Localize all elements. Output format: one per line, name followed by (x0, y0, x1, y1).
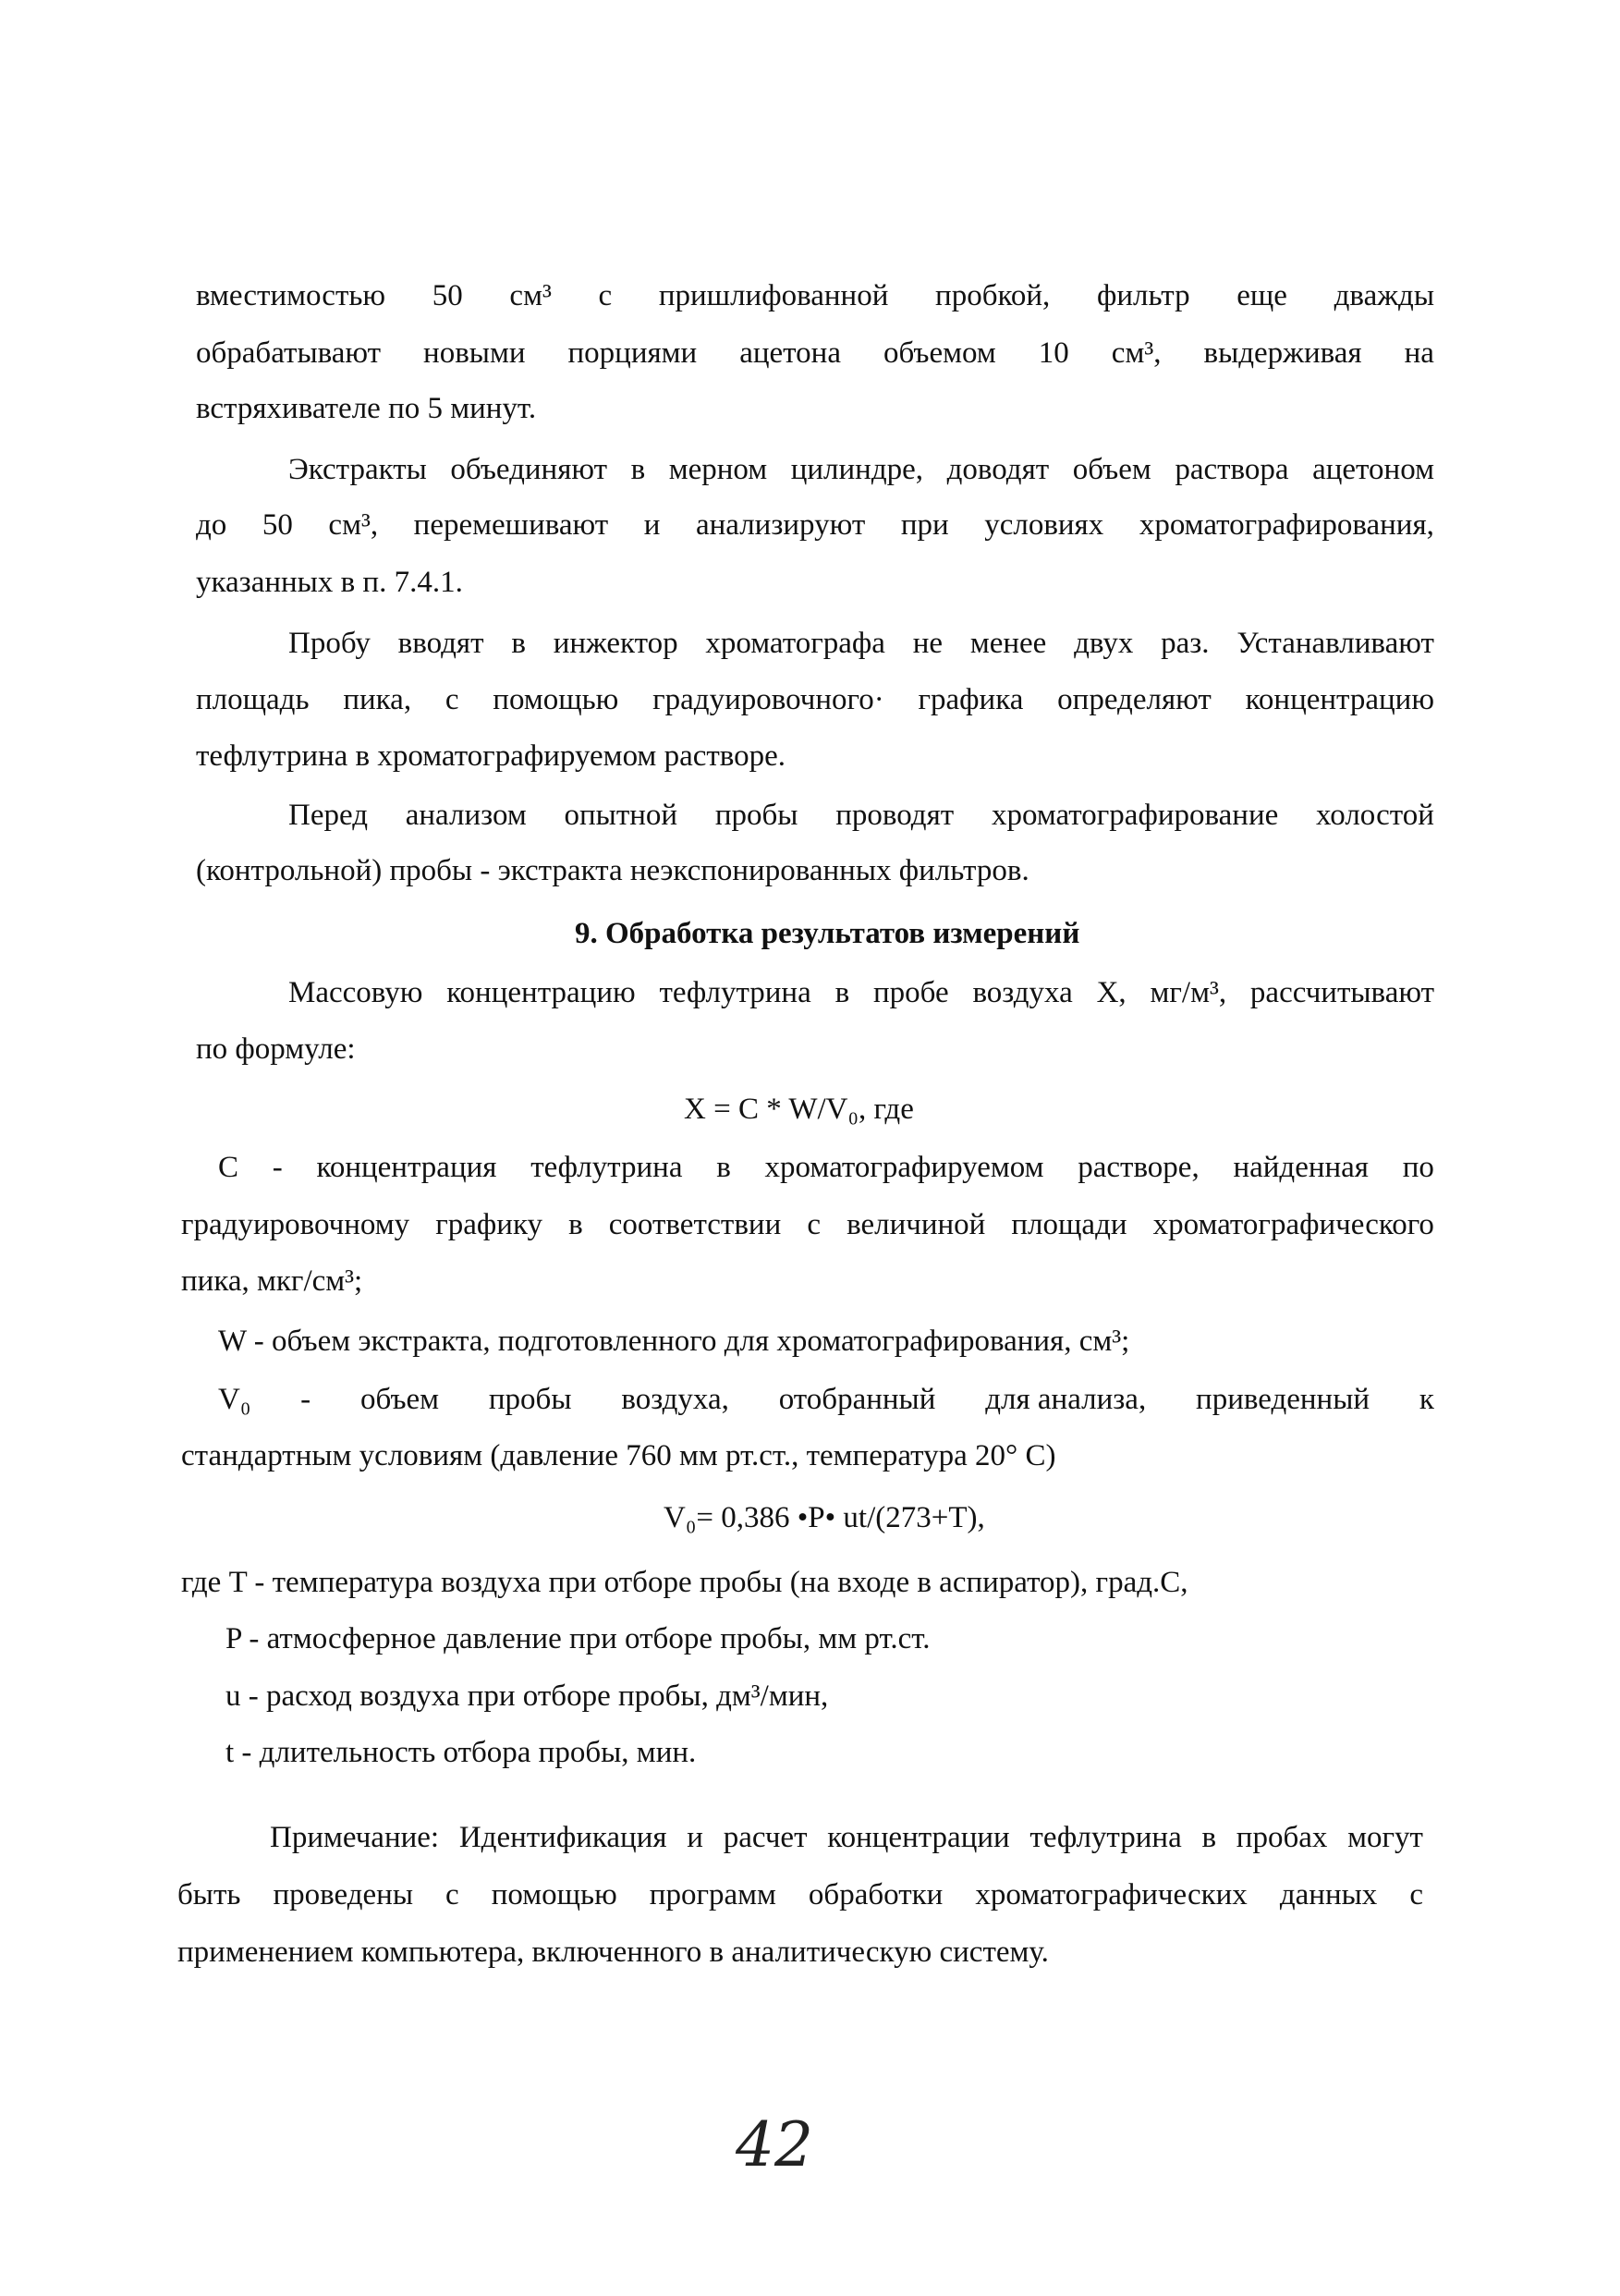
word: новыми (423, 336, 526, 370)
word: Пробу (288, 627, 371, 660)
word: хроматографа (705, 627, 885, 660)
word: графика (918, 683, 1024, 716)
word: графику (435, 1208, 543, 1241)
def-v0-line-2: стандартным условиям (давление 760 мм рт.ст., температура 20° С) (181, 1439, 1056, 1472)
word: тефлутрина (659, 976, 811, 1009)
word: 50 (432, 279, 463, 312)
word: до (196, 508, 227, 542)
word: найденная (1233, 1151, 1369, 1184)
def-w: W - объем экстракта, подготовленного для хроматографирования, см³; (218, 1325, 1130, 1358)
word: в (716, 1151, 731, 1184)
word: еще (1236, 279, 1287, 312)
word: ацетона (739, 336, 841, 370)
word: раз. (1161, 627, 1210, 660)
word: градуировочному (181, 1208, 410, 1241)
word: условиях (984, 508, 1104, 542)
para-probe-line-3: тефлутрина в хроматографируемом растворе. (196, 739, 786, 773)
word: данных (1279, 1878, 1378, 1911)
word: быть (177, 1878, 241, 1911)
word: объемом (883, 336, 996, 370)
def-t: где T - температура воздуха при отборе пробы (на входе в аспиратор), град.С, (181, 1566, 1188, 1599)
word: анализом (405, 799, 527, 832)
word: в (511, 627, 526, 660)
word: цилиндре, (790, 453, 924, 486)
word: мерном (668, 453, 768, 486)
word: ацетоном (1312, 453, 1434, 486)
word: хроматографического (1152, 1208, 1434, 1241)
word: отобранный (778, 1383, 936, 1416)
word: в (1201, 1821, 1217, 1854)
word: перемешивают (413, 508, 609, 542)
word: в (568, 1208, 583, 1241)
para-blank-line-1 (288, 797, 1434, 834)
word: по (1402, 1151, 1434, 1184)
word: 10 (1038, 336, 1069, 370)
formula-main: X = C * W/V₀, где (684, 1093, 914, 1126)
word: дважды (1334, 279, 1434, 312)
def-u: u - расход воздуха при отборе пробы, дм³/мин, (225, 1679, 829, 1713)
word: см³ (509, 279, 552, 312)
word: концентрация (316, 1151, 497, 1184)
word: Перед (288, 799, 368, 832)
word: см³, (328, 508, 379, 542)
def-c-line-2 (181, 1206, 1434, 1243)
word: помощью (493, 683, 619, 716)
word: фильтр (1096, 279, 1190, 312)
def-v0-line-1 (218, 1381, 1434, 1418)
word: обработки (808, 1878, 944, 1911)
word: и (687, 1821, 703, 1854)
word: Экстракты (288, 453, 427, 486)
word: - (272, 1151, 283, 1184)
word: в (834, 976, 850, 1009)
word: могут (1347, 1821, 1423, 1854)
word: менее (969, 627, 1047, 660)
note-line-3: применением компьютера, включенного в аналитическую систему. (177, 1936, 1049, 1969)
word: пробкой, (935, 279, 1051, 312)
para-mass-line-1 (288, 974, 1434, 1011)
word: соответствии (608, 1208, 782, 1241)
para-probe-line-2 (196, 681, 1434, 718)
word: определяют (1057, 683, 1212, 716)
para-mass-line-2: по формуле: (196, 1032, 356, 1066)
word: не (912, 627, 944, 660)
para-blank-line-2: (контрольной) пробы - экстракта неэкспонированных фильтров. (196, 854, 1029, 887)
word: Идентификация (458, 1821, 667, 1854)
word: с (445, 683, 459, 716)
word: пробы (488, 1383, 572, 1416)
word: объем (1072, 453, 1151, 486)
word: рассчитывают (1249, 976, 1434, 1009)
word: концентрацию (446, 976, 636, 1009)
word: вместимостью (196, 279, 386, 312)
word: хроматографирования, (1139, 508, 1434, 542)
word: объединяют (450, 453, 608, 486)
para-top-line-2 (196, 335, 1434, 372)
para-extracts-line-1 (288, 451, 1434, 488)
word: порциями (567, 336, 698, 370)
word: и (643, 508, 661, 542)
word: пика, (343, 683, 412, 716)
word: величиной (847, 1208, 986, 1241)
word: пробе (872, 976, 949, 1009)
def-c-line-1 (218, 1149, 1434, 1186)
word: выдерживая (1203, 336, 1362, 370)
para-probe-line-1 (288, 625, 1434, 662)
word: см³, (1111, 336, 1162, 370)
section-heading: 9. Обработка результатов измерений (575, 917, 1080, 950)
word: воздуха (972, 976, 1073, 1009)
word: тефлутрина (530, 1151, 683, 1184)
word: с (1409, 1878, 1423, 1911)
para-extracts-line-3: указанных в п. 7.4.1. (196, 566, 463, 599)
word: X, (1096, 976, 1127, 1009)
def-tt: t - длительность отбора пробы, мин. (225, 1736, 697, 1769)
word: мг/м³, (1150, 976, 1227, 1009)
word: инжектор (553, 627, 678, 660)
word: программ (649, 1878, 776, 1911)
word: в (630, 453, 646, 486)
def-p: P - атмосферное давление при отборе пробы, мм рт.ст. (225, 1622, 931, 1655)
page-number: 42 (736, 2109, 813, 2180)
note-line-1 (270, 1819, 1423, 1856)
word: расчет (723, 1821, 808, 1854)
word: градуировочного· (652, 683, 884, 716)
word: с (445, 1878, 459, 1911)
word: для анализа, (985, 1383, 1147, 1416)
word: приведенный (1196, 1383, 1370, 1416)
word: хроматографических (975, 1878, 1248, 1911)
word: объем (360, 1383, 440, 1416)
word: с (807, 1208, 821, 1241)
word: концентрацию (1245, 683, 1434, 716)
para-extracts-line-2 (196, 507, 1434, 543)
word: доводят (946, 453, 1050, 486)
word: пробах (1236, 1821, 1328, 1854)
word: вводят (397, 627, 484, 660)
formula-v0: V₀= 0,386 •P• ut/(273+T), (664, 1501, 985, 1534)
word: двух (1074, 627, 1134, 660)
word: воздуха, (621, 1383, 729, 1416)
word: Массовую (288, 976, 423, 1009)
word: Примечание: (270, 1821, 440, 1854)
word: проведены (273, 1878, 413, 1911)
word: на (1404, 336, 1434, 370)
para-top-line-3: встряхивателе по 5 минут. (196, 392, 537, 425)
word: хроматографируемом (764, 1151, 1044, 1184)
word: обрабатывают (196, 336, 382, 370)
word: V₀ (218, 1383, 251, 1416)
word: опытной (564, 799, 678, 832)
word: холостой (1316, 799, 1434, 832)
word: раствора (1175, 453, 1289, 486)
word: проводят (835, 799, 955, 832)
note-line-2 (177, 1876, 1423, 1913)
word: площадь (196, 683, 310, 716)
word: C (218, 1151, 239, 1184)
word: пробы (714, 799, 798, 832)
word: тефлутрина (1029, 1821, 1182, 1854)
word: помощью (491, 1878, 617, 1911)
word: растворе, (1078, 1151, 1200, 1184)
word: при (900, 508, 949, 542)
word: к (1419, 1383, 1434, 1416)
word: - (300, 1383, 311, 1416)
word: Устанавливают (1236, 627, 1434, 660)
word: площади (1011, 1208, 1127, 1241)
para-top-line-1 (196, 277, 1434, 314)
word: хроматографирование (991, 799, 1279, 832)
word: пришлифованной (658, 279, 889, 312)
word: с (598, 279, 613, 312)
word: 50 (262, 508, 293, 542)
word: анализируют (695, 508, 866, 542)
def-c-line-3: пика, мкг/см³; (181, 1264, 363, 1298)
word: концентрации (827, 1821, 1010, 1854)
